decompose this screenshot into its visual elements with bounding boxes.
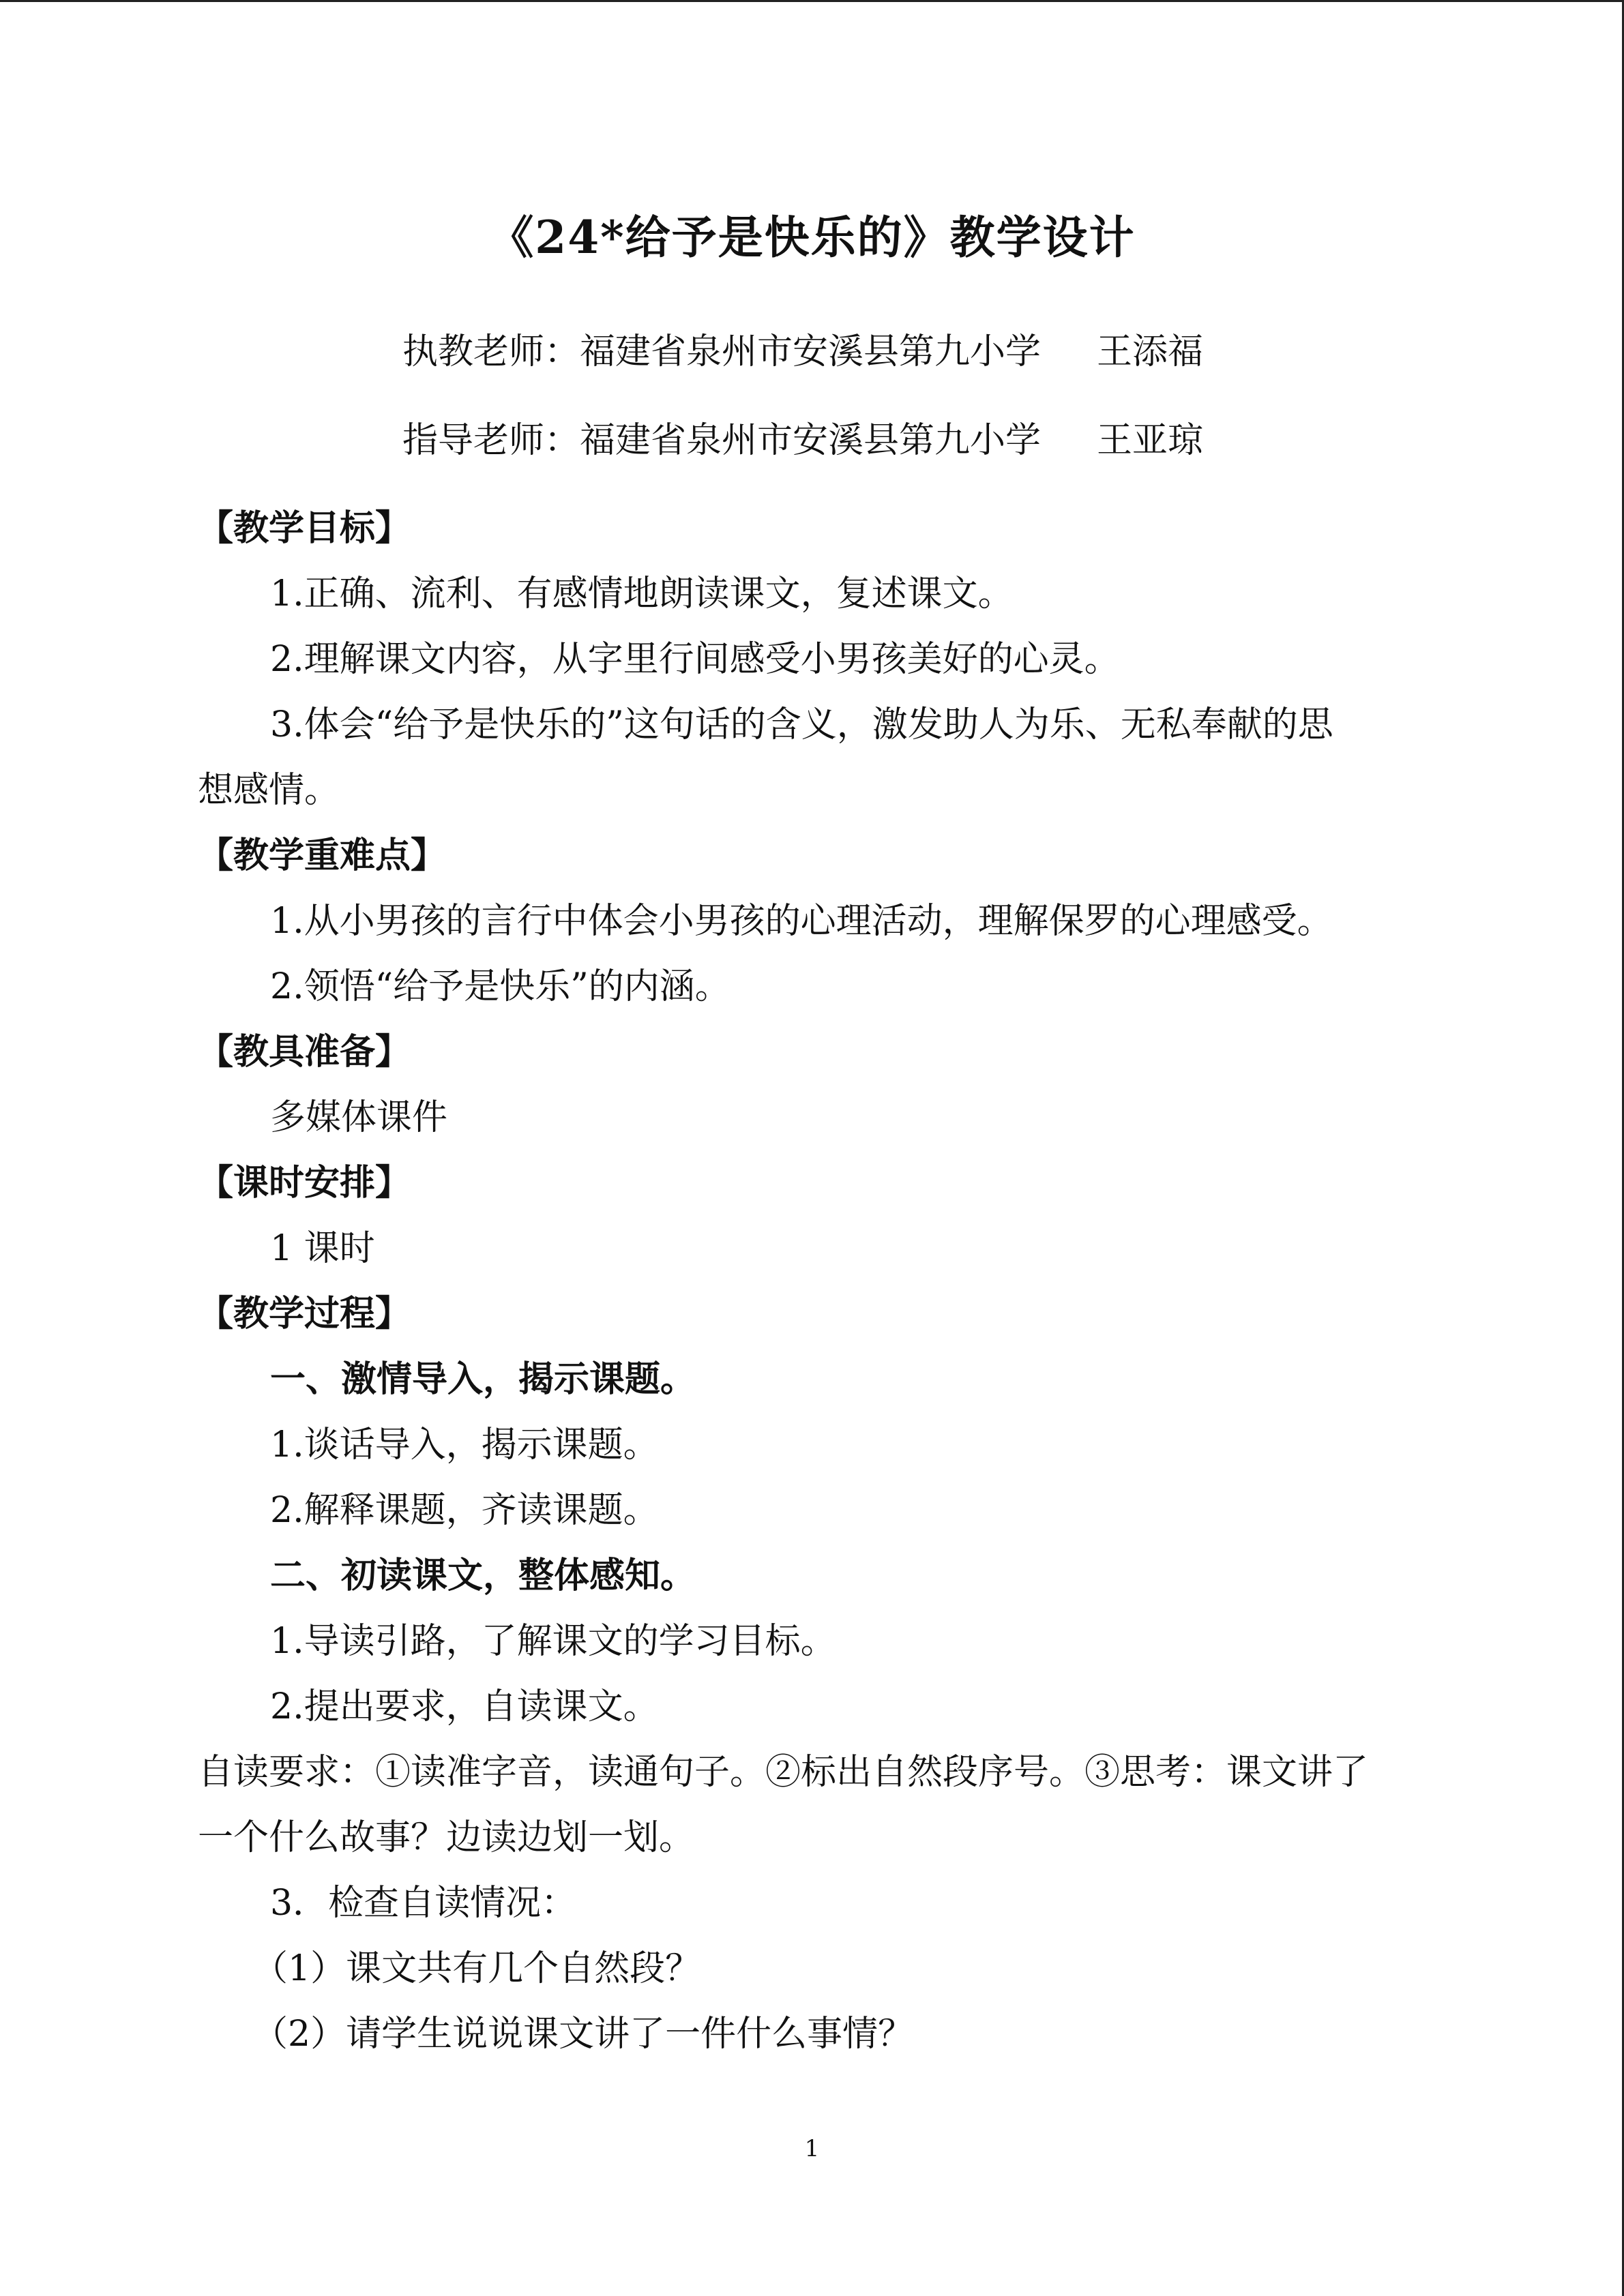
section-heading-key-points: 【教学重难点】 (198, 835, 447, 876)
teacher-line-instructor (402, 328, 1203, 376)
reading-requirements: 自读要求：①读准字音，读通句子。②标出自然段序号。③思考：课文讲了 (198, 1752, 1369, 1793)
page-number: 1 (804, 2135, 820, 2162)
process-item: 2.解释课题，齐读课题。 (270, 1490, 659, 1531)
process-part1-title: 一、激情导入，揭示课题。 (270, 1358, 696, 1400)
process-item: 1.谈话导入，揭示课题。 (270, 1425, 659, 1465)
section-heading-goals: 【教学目标】 (198, 507, 411, 549)
teacher-role-label: 指导老师： (402, 420, 580, 461)
check-title: 3．检查自读情况： (270, 1883, 577, 1924)
key-point-item: 1.从小男孩的言行中体会小男孩的心理活动，理解保罗的心理感受。 (270, 901, 1333, 942)
section-heading-process: 【教学过程】 (198, 1293, 411, 1335)
document-title: 《24*给予是快乐的》教学设计 (488, 211, 1136, 264)
check-item: （2）请学生说说课文讲了一件什么事情？ (252, 2014, 914, 2055)
teacher-name: 王添福 (1097, 331, 1204, 372)
teacher-school: 福建省泉州市安溪县第九小学 (580, 331, 1042, 372)
teacher-name: 王亚琼 (1097, 420, 1204, 461)
process-part2-title: 二、初读课文，整体感知。 (270, 1555, 696, 1596)
materials-item: 多媒体课件 (270, 1097, 448, 1138)
section-heading-schedule: 【课时安排】 (198, 1162, 411, 1204)
teacher-school: 福建省泉州市安溪县第九小学 (580, 420, 1042, 461)
goal-item: 1.正确、流利、有感情地朗读课文，复述课文。 (270, 573, 1014, 614)
schedule-item: 1 课时 (270, 1228, 375, 1269)
goal-item-continuation: 想感情。 (198, 770, 340, 811)
check-item: （1）课文共有几个自然段？ (252, 1948, 701, 1989)
process-item: 1.导读引路，了解课文的学习目标。 (270, 1621, 836, 1662)
teacher-role-label: 执教老师： (402, 331, 580, 372)
teacher-line-advisor (402, 417, 1203, 464)
reading-requirements-continuation: 一个什么故事？边读边划一划。 (198, 1817, 695, 1858)
section-heading-materials: 【教具准备】 (198, 1031, 411, 1073)
goal-item: 3.体会“给予是快乐的”这句话的含义，激发助人为乐、无私奉献的思 (270, 704, 1333, 745)
goal-item: 2.理解课文内容，从字里行间感受小男孩美好的心灵。 (270, 639, 1120, 680)
process-item: 2.提出要求，自读课文。 (270, 1686, 659, 1727)
key-point-item: 2.领悟“给予是快乐”的内涵。 (270, 966, 730, 1007)
